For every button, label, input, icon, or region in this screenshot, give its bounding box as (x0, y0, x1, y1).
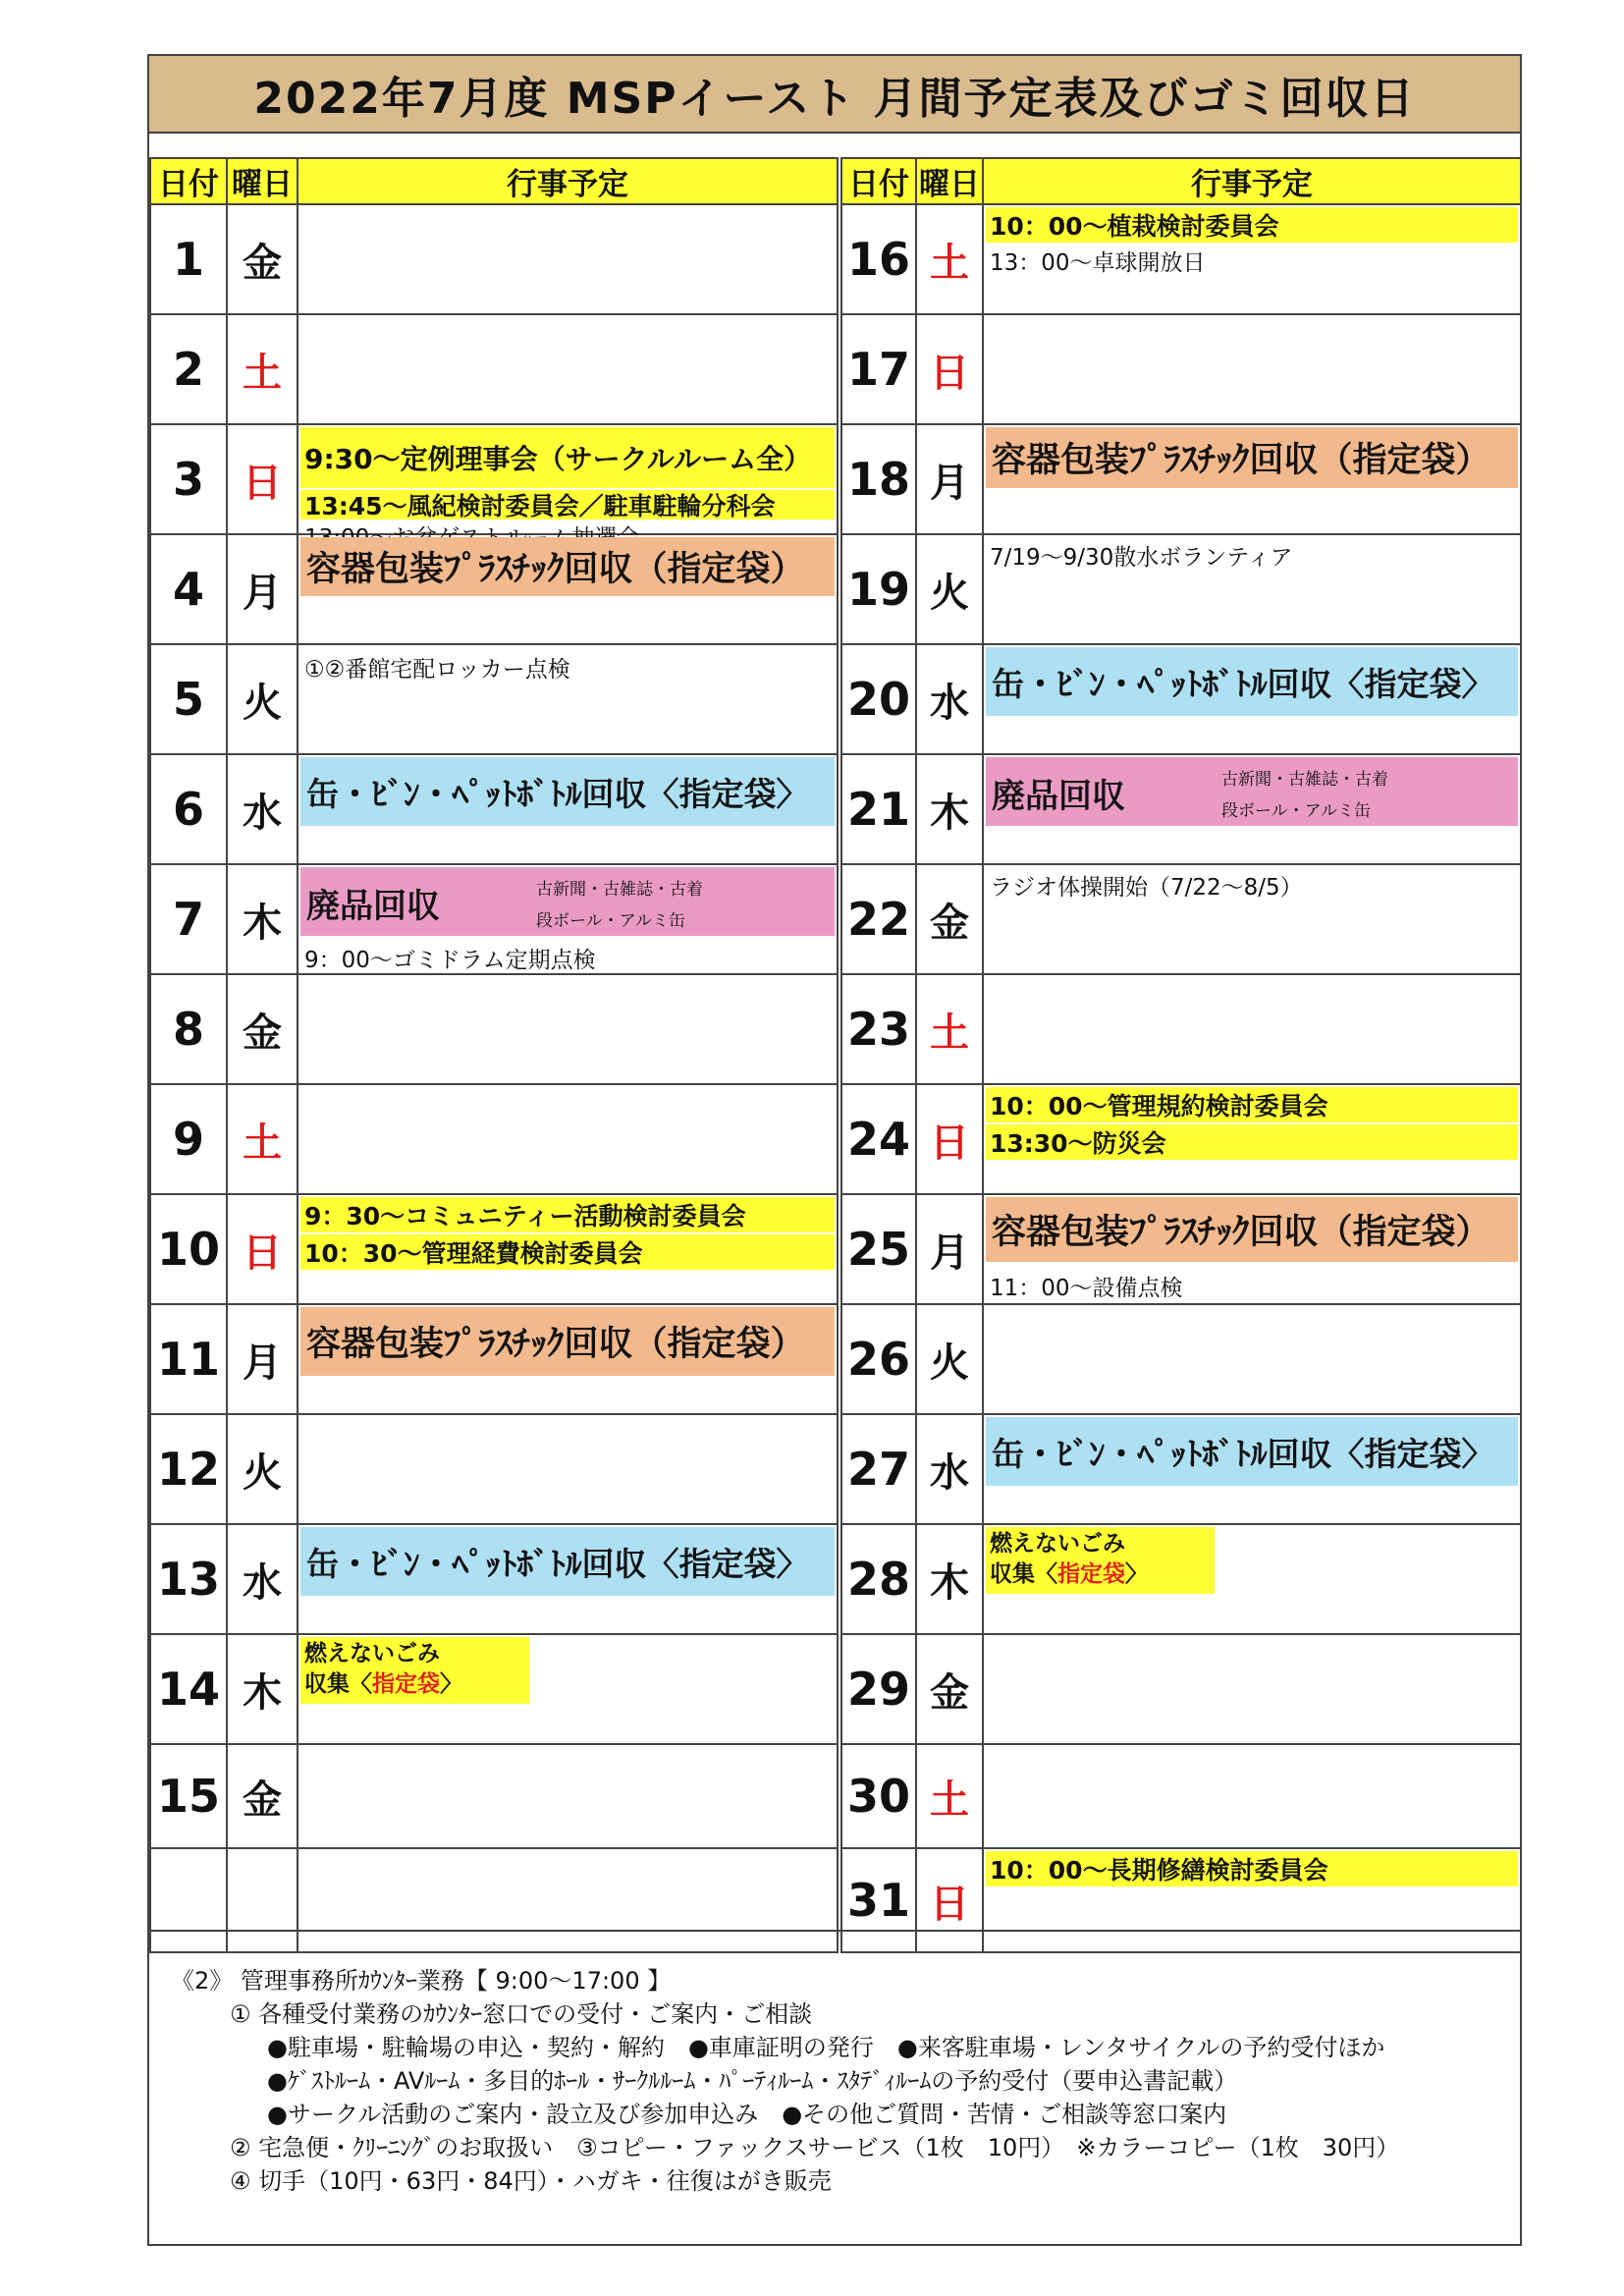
designated-bag-label: 指定袋 (372, 1671, 440, 1697)
events-header: 行事予定 (298, 158, 838, 204)
day-row (150, 1304, 838, 1414)
events-cell (983, 1744, 1521, 1848)
events-cell (298, 1744, 838, 1848)
weekday: 水 (227, 754, 298, 864)
weekday: 金 (227, 1744, 298, 1848)
day-number: 30 (841, 1744, 916, 1848)
day-number: 20 (841, 644, 916, 754)
day-number: 31 (841, 1848, 916, 1952)
recycling-note-1: 古新聞・古雑誌・古着 (1221, 770, 1388, 790)
event-planting-committee: 10：00～植栽検討委員会 (986, 207, 1518, 243)
day-row (150, 314, 838, 424)
event-pingpong-open: 13：00～卓球開放日 (990, 250, 1206, 276)
day-number: 24 (841, 1084, 916, 1194)
day-row (150, 864, 838, 974)
recycling-note-2: 段ボール・アルミ缶 (536, 911, 685, 931)
noncombustible-line2-end: 〉 (440, 1671, 462, 1697)
day-row (841, 314, 1521, 424)
weekday: 土 (227, 314, 298, 424)
day-row (841, 534, 1521, 644)
noncombustible-line2: 収集〈 (990, 1561, 1057, 1587)
weekday: 水 (227, 1524, 298, 1634)
events-cell (983, 534, 1521, 644)
page-title: 2022年7月度 MSPイースト 月間予定表及びゴミ回収日 (149, 56, 1520, 134)
day-number: 28 (841, 1524, 916, 1634)
day-row (150, 974, 838, 1084)
notes-heading: 《2》 管理事務所ｶｳﾝﾀｰ業務【 9:00～17:00 】 (171, 1967, 672, 1995)
weekday: 金 (916, 864, 983, 974)
cans-collection-bar: 缶・ﾋﾞﾝ・ﾍﾟｯﾄﾎﾞﾄﾙ回収〈指定袋〉 (986, 647, 1518, 716)
event-long-term-repair-committee: 10：00～長期修繕検討委員会 (986, 1851, 1518, 1886)
day-row (150, 1634, 838, 1744)
event-radio-exercise: ラジオ体操開始（7/22～8/5） (990, 875, 1303, 901)
notes-line-6: ④ 切手（10円・63円・84円）・ハガキ・往復はがき販売 (230, 2167, 832, 2195)
office-notes (149, 1930, 1520, 2244)
event-facility-inspection: 11：00～設備点検 (990, 1276, 1183, 1301)
day-row (841, 204, 1521, 314)
cans-collection-bar: 缶・ﾋﾞﾝ・ﾍﾟｯﾄﾎﾞﾄﾙ回収〈指定袋〉 (300, 757, 835, 826)
day-number: 16 (841, 204, 916, 314)
recycling-collection-bar (986, 757, 1518, 826)
day-number: 4 (150, 534, 227, 644)
day-row (841, 1194, 1521, 1304)
events-cell (983, 974, 1521, 1084)
day-row (841, 1084, 1521, 1194)
events-cell (983, 644, 1521, 754)
weekday: 木 (227, 864, 298, 974)
day-number: 15 (150, 1744, 227, 1848)
events-cell (983, 1194, 1521, 1304)
day-number: 17 (841, 314, 916, 424)
events-cell (983, 424, 1521, 534)
events-cell (983, 314, 1521, 424)
weekday: 土 (916, 1744, 983, 1848)
day-row (150, 1084, 838, 1194)
recycling-note-2: 段ボール・アルミ缶 (1221, 801, 1371, 821)
events-cell (298, 314, 838, 424)
weekday-header: 曜日 (916, 158, 983, 204)
day-number: 27 (841, 1414, 916, 1524)
day-number: 26 (841, 1304, 916, 1414)
event-watering-volunteer: 7/19～9/30散水ボランティア (990, 545, 1293, 571)
left-calendar-table (149, 157, 839, 1953)
events-header: 行事予定 (983, 158, 1521, 204)
plastic-collection-bar: 容器包装ﾌﾟﾗｽﾁｯｸ回収（指定袋） (300, 1307, 835, 1376)
day-row (841, 754, 1521, 864)
weekday: 日 (227, 1194, 298, 1304)
day-number: 22 (841, 864, 916, 974)
day-number: 7 (150, 864, 227, 974)
plastic-collection-bar: 容器包装ﾌﾟﾗｽﾁｯｸ回収（指定袋） (986, 1197, 1518, 1262)
day-number: 5 (150, 644, 227, 754)
day-row (150, 1194, 838, 1304)
cans-collection-bar: 缶・ﾋﾞﾝ・ﾍﾟｯﾄﾎﾞﾄﾙ回収〈指定袋〉 (986, 1417, 1518, 1486)
day-number: 29 (841, 1634, 916, 1744)
events-cell (983, 1084, 1521, 1194)
day-number: 8 (150, 974, 227, 1084)
day-row (150, 644, 838, 754)
day-number: 6 (150, 754, 227, 864)
weekday: 火 (227, 644, 298, 754)
weekday: 金 (227, 974, 298, 1084)
events-cell (298, 1304, 838, 1414)
day-number: 25 (841, 1194, 916, 1304)
events-cell (298, 534, 838, 644)
events-cell (983, 1524, 1521, 1634)
day-row (841, 1744, 1521, 1848)
day-row (150, 1414, 838, 1524)
recycling-label: 廃品回収 (306, 887, 440, 926)
noncombustible-label: 燃えないごみ (990, 1531, 1125, 1557)
day-number: 2 (150, 314, 227, 424)
event-community-committee: 9：30～コミュニティー活動検討委員会 (300, 1197, 835, 1232)
notes-line-5: ② 宅急便・ｸﾘｰﾆﾝｸﾞのお取扱い ③コピー・ファックスサービス（1枚 10円） ※カラーコピー（1枚 30円） (230, 2134, 1400, 2161)
notes-line-1: ① 各種受付業務のｶｳﾝﾀｰ窓口での受付・ご案内・ご相談 (230, 2000, 813, 2028)
event-morals-committee: 13:45～風紀検討委員会／駐車駐輪分科会 (300, 490, 835, 519)
recycling-collection-bar (300, 867, 835, 936)
weekday: 水 (916, 644, 983, 754)
plastic-collection-bar: 容器包装ﾌﾟﾗｽﾁｯｸ回収（指定袋） (986, 427, 1518, 488)
day-row (841, 424, 1521, 534)
events-cell (298, 1524, 838, 1634)
day-number: 11 (150, 1304, 227, 1414)
day-number: 3 (150, 424, 227, 534)
events-cell (983, 1304, 1521, 1414)
event-drum-inspection: 9：00～ゴミドラム定期点検 (304, 948, 596, 973)
noncombustible-label: 燃えないごみ (304, 1641, 440, 1667)
recycling-note-1: 古新聞・古雑誌・古着 (536, 880, 703, 900)
right-calendar-table (840, 157, 1522, 1953)
day-row (150, 754, 838, 864)
weekday: 火 (916, 534, 983, 644)
day-row (150, 204, 838, 314)
notes-line-4: ●サークル活動のご案内・設立及び参加申込み ●その他ご質問・苦情・ご相談等窓口案内 (267, 2101, 1227, 2128)
day-number: 10 (150, 1194, 227, 1304)
day-number: 13 (150, 1524, 227, 1634)
day-row (150, 1524, 838, 1634)
day-number: 1 (150, 204, 227, 314)
day-row (841, 864, 1521, 974)
noncombustible-line2-end: 〉 (1125, 1561, 1148, 1587)
notes-line-2: ●駐車場・駐輪場の申込・契約・解約 ●車庫証明の発行 ●来客駐車場・レンタサイクルの予約受付ほか (267, 2034, 1385, 2061)
schedule-sheet (147, 54, 1522, 2246)
weekday: 金 (227, 204, 298, 314)
event-expense-committee: 10：30～管理経費検討委員会 (300, 1234, 835, 1270)
events-cell (298, 1084, 838, 1194)
weekday: 木 (916, 1524, 983, 1634)
weekday: 日 (227, 424, 298, 534)
weekday: 火 (916, 1304, 983, 1414)
weekday: 日 (916, 1848, 983, 1952)
day-row (841, 1634, 1521, 1744)
events-cell (983, 864, 1521, 974)
weekday-header: 曜日 (227, 158, 298, 204)
weekday: 水 (916, 1414, 983, 1524)
day-number: 23 (841, 974, 916, 1084)
events-cell (298, 864, 838, 974)
day-number: 9 (150, 1084, 227, 1194)
event-board-meeting: 9:30～定例理事会（サークルルーム全） (300, 427, 835, 488)
day-row (841, 1414, 1521, 1524)
events-cell (298, 1634, 838, 1744)
weekday: 月 (227, 1304, 298, 1414)
events-cell (983, 1634, 1521, 1744)
day-row (841, 644, 1521, 754)
plastic-collection-bar: 容器包装ﾌﾟﾗｽﾁｯｸ回収（指定袋） (300, 537, 835, 596)
weekday: 月 (916, 424, 983, 534)
day-row (150, 534, 838, 644)
event-bylaws-committee: 10：00～管理規約検討委員会 (986, 1087, 1518, 1122)
events-cell (298, 644, 838, 754)
weekday: 木 (916, 754, 983, 864)
events-cell (983, 1414, 1521, 1524)
weekday: 木 (227, 1634, 298, 1744)
events-cell (298, 1194, 838, 1304)
recycling-label: 廃品回収 (992, 777, 1125, 816)
weekday: 月 (227, 534, 298, 644)
events-cell (983, 204, 1521, 314)
weekday: 月 (916, 1194, 983, 1304)
day-number: 14 (150, 1634, 227, 1744)
events-cell (298, 204, 838, 314)
events-cell (298, 424, 838, 534)
day-row (841, 1304, 1521, 1414)
noncombustible-line2: 収集〈 (304, 1671, 372, 1697)
notes-line-3: ●ｹﾞｽﾄﾙｰﾑ・AVﾙｰﾑ・多目的ﾎｰﾙ・ｻｰｸﾙﾙｰﾑ・ﾊﾟｰﾃｨﾙｰﾑ・ｽﾀﾃﾞｨﾙｰﾑの予約受付（要申込書記載） (267, 2067, 1238, 2095)
cans-collection-bar: 缶・ﾋﾞﾝ・ﾍﾟｯﾄﾎﾞﾄﾙ回収〈指定袋〉 (300, 1527, 835, 1596)
day-number: 19 (841, 534, 916, 644)
date-header: 日付 (841, 158, 916, 204)
event-locker-inspection: ①②番館宅配ロッカー点検 (304, 657, 570, 683)
events-cell (298, 974, 838, 1084)
events-cell (298, 1414, 838, 1524)
weekday: 土 (916, 974, 983, 1084)
day-row (841, 1524, 1521, 1634)
weekday: 金 (916, 1634, 983, 1744)
event-disaster-prevention: 13:30～防災会 (986, 1124, 1518, 1160)
day-row (841, 974, 1521, 1084)
weekday: 火 (227, 1414, 298, 1524)
day-row (150, 1744, 838, 1848)
day-number: 12 (150, 1414, 227, 1524)
events-cell (298, 754, 838, 864)
day-number: 18 (841, 424, 916, 534)
day-row (150, 424, 838, 534)
day-number: 21 (841, 754, 916, 864)
date-header: 日付 (150, 158, 227, 204)
weekday: 土 (916, 204, 983, 314)
noncombustible-collection-box (300, 1637, 529, 1704)
events-cell (983, 754, 1521, 864)
weekday: 日 (916, 314, 983, 424)
weekday: 日 (916, 1084, 983, 1194)
designated-bag-label: 指定袋 (1057, 1561, 1125, 1587)
noncombustible-collection-box (986, 1527, 1215, 1594)
weekday: 土 (227, 1084, 298, 1194)
